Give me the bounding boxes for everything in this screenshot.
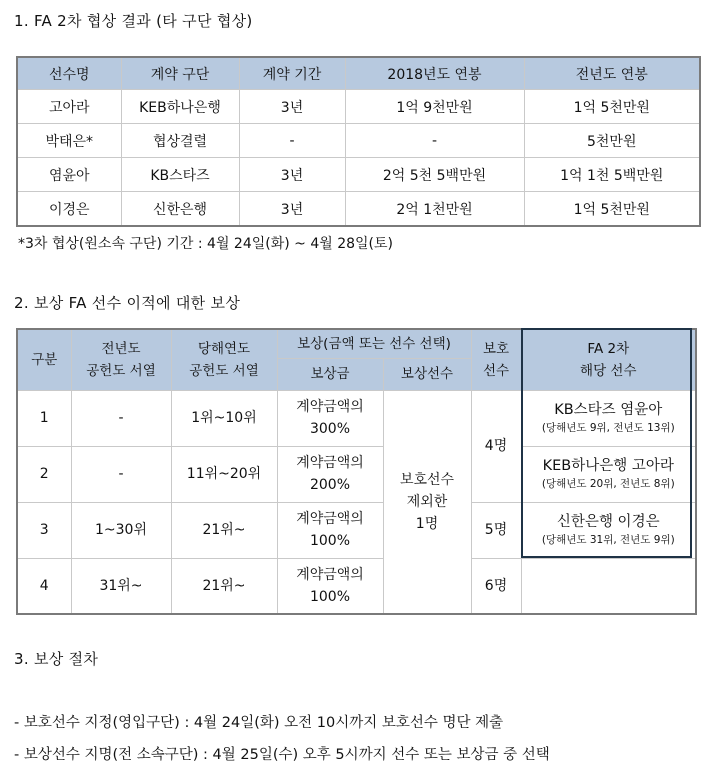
- section1-title: 1. FA 2차 협상 결과 (타 구단 협상): [14, 12, 253, 30]
- header-protected-line1: 보호: [482, 340, 510, 357]
- cell-category: 4: [17, 558, 71, 614]
- cell-prev-rank: 31위~: [71, 558, 171, 614]
- fa-result-table: [16, 56, 701, 227]
- comp-player-line2: 제외한: [406, 493, 448, 510]
- cell-current-rank: 1위~10위: [171, 390, 277, 446]
- header-fa-players: [521, 329, 696, 390]
- table-row: [17, 446, 696, 502]
- cell-period: 3년: [239, 158, 345, 192]
- cell-fa-empty: [521, 558, 696, 614]
- cell-team: KB스타즈: [121, 158, 239, 192]
- cell-player: 염윤아: [17, 158, 121, 192]
- comp-money-line2: 100%: [309, 588, 351, 605]
- cell-prev-rank: -: [71, 390, 171, 446]
- cell-current-rank: 11위~20위: [171, 446, 277, 502]
- fa-player-detail: (당해년도 9위, 전년도 13위): [541, 422, 675, 434]
- cell-salary-2018: 2억 5천 5백만원: [345, 158, 524, 192]
- header-salary-2018: 2018년도 연봉: [345, 57, 524, 90]
- cell-protected: 5명: [471, 502, 521, 558]
- header-player: 선수명: [17, 57, 121, 90]
- cell-comp-player: [383, 390, 471, 614]
- cell-prev-rank: -: [71, 446, 171, 502]
- procedure-item: - 보상선수 지명(전 소속구단) : 4월 25일(수) 오후 5시까지 선수 또는 보상금 중 선택: [14, 747, 550, 763]
- cell-prev-rank: 1~30위: [71, 502, 171, 558]
- comp-money-line1: 계약금액의: [296, 566, 364, 583]
- table-row: [17, 158, 700, 192]
- header-comp-player: 보상선수: [383, 358, 471, 390]
- comp-money-line1: 계약금액의: [296, 455, 364, 471]
- comp-money-line2: 200%: [309, 477, 351, 493]
- cell-current-rank: 21위~: [171, 502, 277, 558]
- header-salary-prev: 전년도 연봉: [524, 57, 700, 90]
- header-prev-rank-line2: 공헌도 서열: [86, 362, 156, 379]
- table-row: [17, 192, 700, 227]
- cell-salary-prev: 1억 1천 5백만원: [524, 158, 700, 192]
- cell-player: 고아라: [17, 90, 121, 124]
- header-team: 계약 구단: [121, 57, 239, 90]
- header-protected-line2: 선수: [482, 362, 510, 379]
- comp-player-line3: 1명: [415, 515, 439, 532]
- cell-period: -: [239, 124, 345, 158]
- header-category: 구분: [17, 329, 71, 390]
- cell-category: 3: [17, 502, 71, 558]
- header-period: 계약 기간: [239, 57, 345, 90]
- cell-comp-money: [277, 390, 383, 446]
- cell-category: 1: [17, 390, 71, 446]
- header-compensation: 보상(금액 또는 선수 선택): [277, 329, 471, 358]
- cell-salary-2018: -: [345, 124, 524, 158]
- fa-player-detail: (당해년도 20위, 전년도 8위): [541, 478, 675, 490]
- cell-fa-player: [521, 502, 696, 558]
- cell-category: 2: [17, 446, 71, 502]
- cell-salary-prev: 5천만원: [524, 124, 700, 158]
- table-header-row: [17, 329, 696, 358]
- comp-money-line2: 300%: [309, 421, 351, 437]
- cell-period: 3년: [239, 90, 345, 124]
- header-fa-line1: FA 2차: [587, 340, 630, 357]
- header-prev-rank: [71, 329, 171, 390]
- cell-team: KEB하나은행: [121, 90, 239, 124]
- cell-fa-player: [521, 446, 696, 502]
- table-header-row: [17, 57, 700, 90]
- cell-period: 3년: [239, 192, 345, 227]
- header-protected: [471, 329, 521, 390]
- cell-salary-prev: 1억 5천만원: [524, 90, 700, 124]
- comp-money-line1: 계약금액의: [296, 399, 364, 415]
- cell-salary-prev: 1억 5천만원: [524, 192, 700, 227]
- comp-money-line2: 100%: [309, 533, 351, 549]
- cell-comp-money: [277, 558, 383, 614]
- fa-player-name: 신한은행 이경은: [556, 514, 660, 530]
- fa-player-detail: (당해년도 31위, 전년도 9위): [541, 534, 675, 546]
- table-row: [17, 390, 696, 446]
- table-row: [17, 90, 700, 124]
- header-current-rank-line2: 공헌도 서열: [189, 362, 259, 379]
- fa-player-name: KB스타즈 염윤아: [554, 402, 663, 418]
- table-row: [17, 558, 696, 614]
- table-row: [17, 124, 700, 158]
- compensation-table: [16, 328, 697, 615]
- cell-fa-player: [521, 390, 696, 446]
- cell-protected: 6명: [471, 558, 521, 614]
- procedure-item: - 보호선수 지정(영입구단) : 4월 24일(화) 오전 10시까지 보호선수 명단 제출: [14, 715, 504, 731]
- header-fa-line2: 해당 선수: [580, 362, 637, 379]
- section3-title: 3. 보상 절차: [14, 650, 99, 668]
- negotiation-note: *3차 협상(원소속 구단) 기간 : 4월 24일(화) ~ 4월 28일(토): [18, 236, 394, 252]
- header-comp-money: 보상금: [277, 358, 383, 390]
- table-row: [17, 502, 696, 558]
- comp-player-line1: 보호선수: [399, 471, 455, 488]
- cell-salary-2018: 2억 1천만원: [345, 192, 524, 227]
- section2-title: 2. 보상 FA 선수 이적에 대한 보상: [14, 294, 241, 312]
- cell-salary-2018: 1억 9천만원: [345, 90, 524, 124]
- cell-player: 이경은: [17, 192, 121, 227]
- header-prev-rank-line1: 전년도: [101, 340, 141, 357]
- header-current-rank-line1: 당해연도: [197, 340, 251, 357]
- cell-comp-money: [277, 502, 383, 558]
- cell-team: 협상결렬: [121, 124, 239, 158]
- cell-team: 신한은행: [121, 192, 239, 227]
- cell-current-rank: 21위~: [171, 558, 277, 614]
- header-current-rank: [171, 329, 277, 390]
- comp-money-line1: 계약금액의: [296, 511, 364, 527]
- cell-protected: 4명: [471, 390, 521, 502]
- cell-comp-money: [277, 446, 383, 502]
- fa-player-name: KEB하나은행 고아라: [542, 458, 674, 474]
- cell-player: 박태은*: [17, 124, 121, 158]
